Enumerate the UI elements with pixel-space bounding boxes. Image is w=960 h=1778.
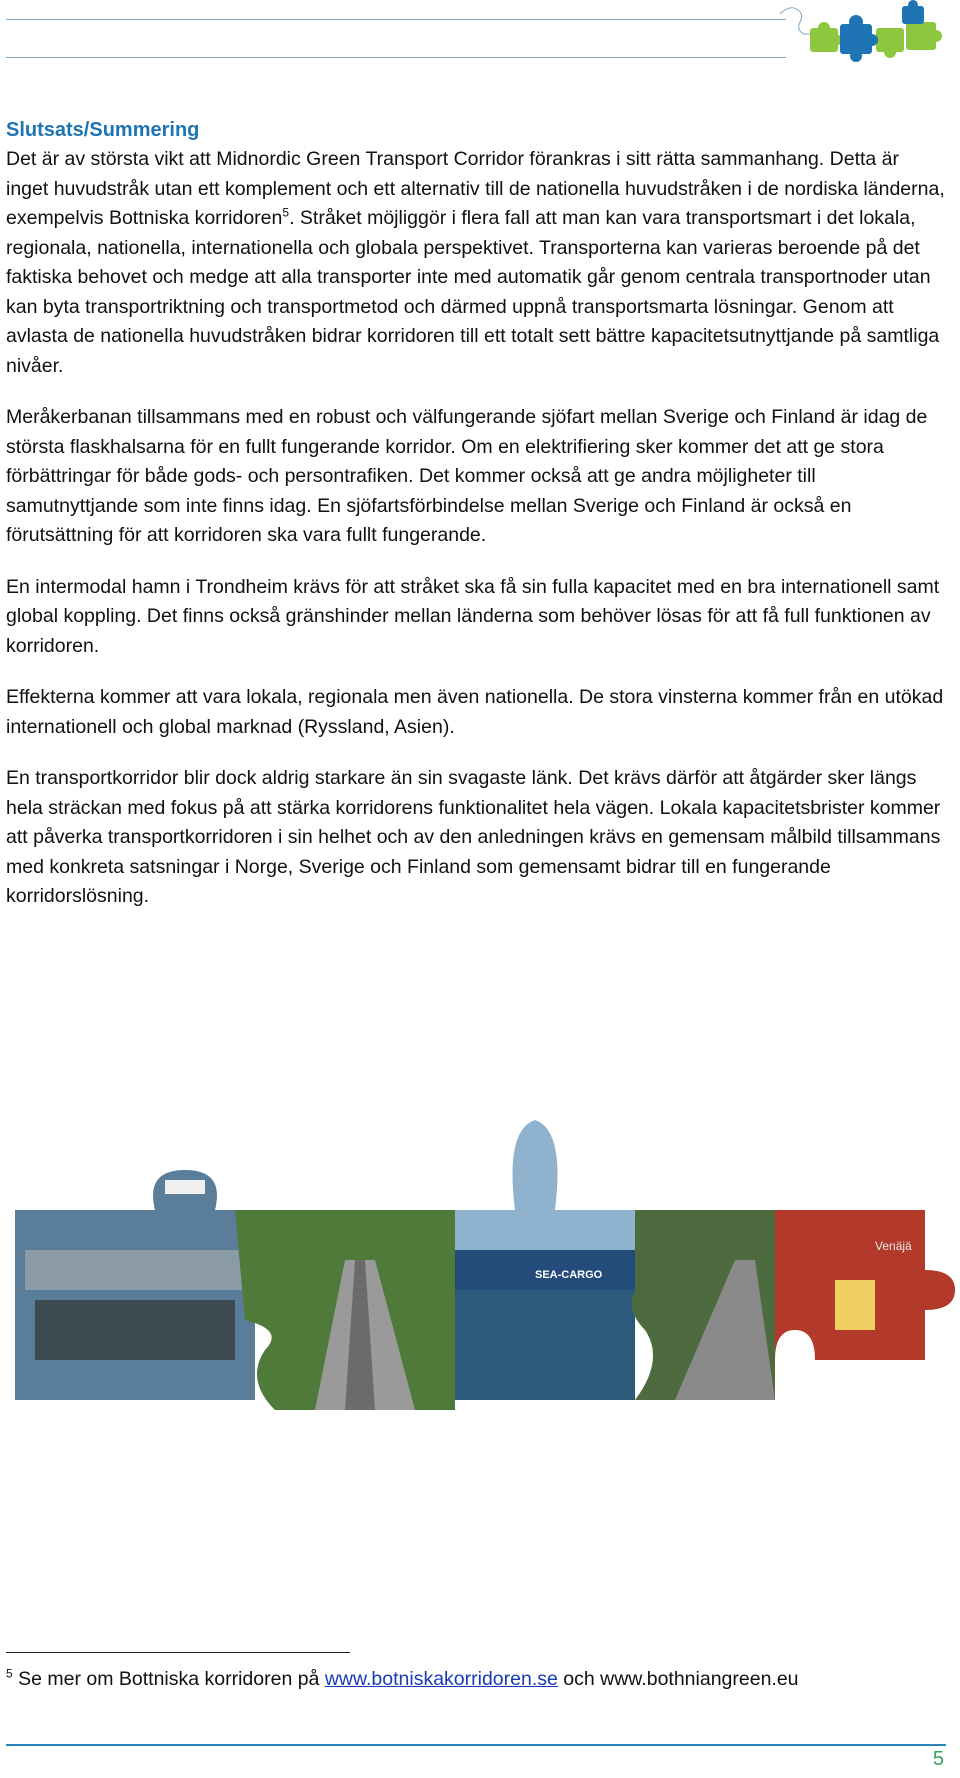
footnote-separator [6,1652,350,1653]
paragraph-3: En intermodal hamn i Trondheim krävs för att stråket ska få sin fulla kapacitet med en bra internationell samt global koppling. Det finns också gränshinder mellan länderna som behöver lösas för att få full funktionen av korridoren. [6,575,940,657]
section-heading: Slutsats/Summering [6,119,200,141]
document-body [6,115,946,934]
footnote-text-a: Se mer om Bottniska korridoren på [18,1668,325,1690]
paragraph-2: Meråkerbanan tillsammans med en robust och välfungerande sjöfart mellan Sverige och Finland är idag de största flaskhalsarna för en fullt fungerande korridor. Om en elektrifiering sker kommer det att ge stora förbättringar för både gods- och persontrafiken. Det kommer också att ge andra möjligheter till samutnyttjande som inte finns idag. En sjöfartsförbindelse mellan Sverige och Finland är också en förutsättning för att korridoren ska vara fullt fungerande. [6,406,928,546]
footnote-number: 5 [6,1666,13,1681]
paragraph-1-text-a: Det är av största vikt att Midnordic Green Transport Corridor förankras i sitt rätta sammanhang. Detta är inget huvudstråk utan ett komplement och ett alternativ till de nationella huvudstråken i de nordiska länderna, exempelvis Bottniska korridoren [6,148,945,229]
border-station-photo-piece [775,1210,955,1360]
puzzle-logo-icon [780,0,950,66]
ship-photo-piece [455,1120,635,1400]
footnote-link[interactable]: www.botniskakorridoren.se [324,1668,558,1690]
footnote-text-b: och www.bothniangreen.eu [557,1668,799,1690]
footnote [6,1664,946,1694]
railway-photo-piece [235,1210,455,1410]
footer-rule [6,1744,946,1746]
harbour-photo-piece [15,1170,255,1400]
paragraph-1-text-b: . Stråket möjliggör i flera fall att man kan vara transportsmart i det lokala, regionala, nationella, internationella och globala perspektivet. Transporterna kan varieras beroende på det faktiska behovet och medge att alla transporter inte med automatik går genom centrala transportnoder utan kan byta transportriktning och transportmetod och därmed uppnå transportsmarta lösningar. Genom att avlasta de nationella huvudstråken bidrar korridoren till ett totalt sett bättre kapacitetsutnyttjande på samtliga nivåer. [6,207,940,377]
sign-label: Venäjä [875,1239,912,1253]
header-rule-bottom [6,57,786,58]
paragraph-4: Effekterna kommer att vara lokala, regionala men även nationella. De stora vinsterna kommer från en utökad internationell och global marknad (Ryssland, Asien). [6,686,944,738]
road-photo-piece [632,1210,775,1400]
footnote-ref: 5 [282,205,290,220]
header-rule-top [6,19,786,20]
ship-label: SEA-CARGO [535,1269,603,1281]
puzzle-photo-collage [15,1100,955,1410]
paragraph-1 [6,145,946,381]
page-number: 5 [932,1748,944,1770]
paragraph-5: En transportkorridor blir dock aldrig starkare än sin svagaste länk. Det krävs därför att åtgärder sker längs hela sträckan med fokus på att stärka korridorens funktionalitet hela vägen. Lokala kapacitetsbrister kommer att påverka transportkorridoren i sin helhet och av den anledningen krävs en gemensam målbild tillsammans med konkreta satsningar i Norge, Sverige och Finland som gemensamt bidrar till en fungerande korridorslösning. [6,767,941,907]
